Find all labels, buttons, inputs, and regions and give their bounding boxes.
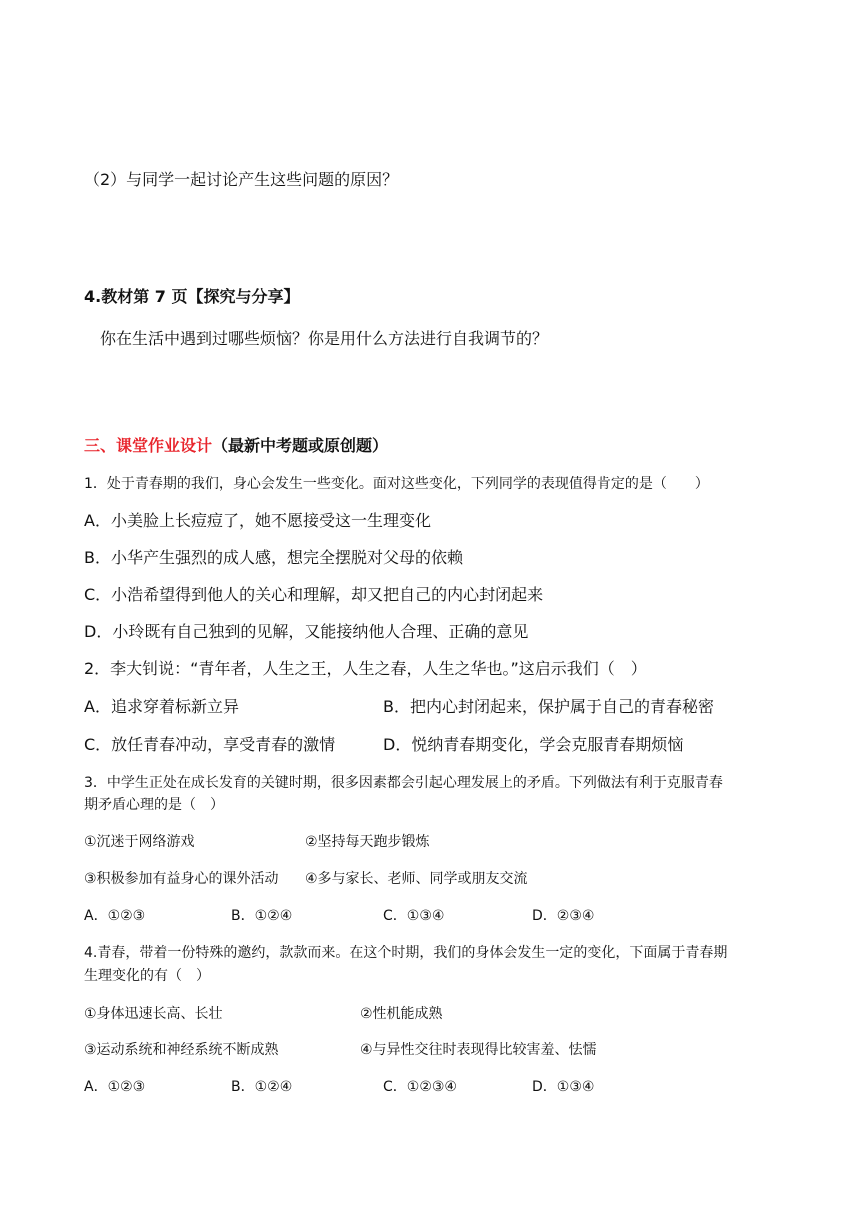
q3-option-d: D．②③④ — [532, 908, 595, 924]
q4-item-4: ④与异性交往时表现得比较害羞、怯懦 — [360, 1042, 597, 1058]
q3-option-b: B．①②④ — [231, 908, 293, 924]
q3-item-3: ③积极参加有益身心的课外活动 — [84, 871, 279, 887]
q2-option-d: D．悦纳青春期变化，学会克服青春期烦恼 — [383, 735, 684, 754]
item4-heading: 4.教材第 7 页【探究与分享】 — [84, 287, 300, 306]
item4-prompt: 你在生活中遇到过哪些烦恼？你是用什么方法进行自我调节的？ — [100, 329, 549, 348]
q1-stem: 1．处于青春期的我们，身心会发生一些变化。面对这些变化，下列同学的表现值得肯定的是（ ） — [84, 476, 709, 492]
q3-stem-line1: 3．中学生正处在成长发育的关键时期，很多因素都会引起心理发展上的矛盾。下列做法有利于克服青春 — [84, 775, 723, 791]
q3-item-4: ④多与家长、老师、同学或朋友交流 — [305, 871, 528, 887]
q4-item-2: ②性机能成熟 — [360, 1006, 443, 1022]
q2-stem: 2．李大钊说：“青年者，人生之王，人生之春，人生之华也。”这启示我们（ ） — [84, 659, 647, 678]
q3-option-a: A．①②③ — [84, 908, 146, 924]
q4-stem-line1: 4.青春，带着一份特殊的邀约，款款而来。在这个时期，我们的身体会发生一定的变化，下面属于青春期 — [84, 945, 728, 961]
section3-title-rest: （最新中考题或原创题） — [212, 436, 389, 455]
q3-item-2: ②坚持每天跑步锻炼 — [305, 834, 430, 850]
q2-option-c: C．放任青春冲动，享受青春的激情 — [84, 735, 336, 754]
section3-title — [84, 436, 388, 455]
q3-stem-line2: 期矛盾心理的是（ ） — [84, 797, 224, 813]
q4-item-3: ③运动系统和神经系统不断成熟 — [84, 1042, 279, 1058]
q4-option-c: C．①②③④ — [383, 1079, 457, 1095]
q4-option-a: A．①②③ — [84, 1079, 146, 1095]
q1-option-d: D．小玲既有自己独到的见解，又能接纳他人合理、正确的意见 — [84, 622, 529, 641]
q4-stem-line2: 生理变化的有（ ） — [84, 968, 210, 984]
q2-option-b: B．把内心封闭起来，保护属于自己的青春秘密 — [383, 697, 714, 716]
q3-item-1: ①沉迷于网络游戏 — [84, 834, 195, 850]
sub-question-2: （2）与同学一起讨论产生这些问题的原因？ — [84, 170, 399, 189]
q1-option-c: C．小浩希望得到他人的关心和理解，却又把自己的内心封闭起来 — [84, 585, 544, 604]
q4-item-1: ①身体迅速长高、长壮 — [84, 1006, 223, 1022]
q4-option-b: B．①②④ — [231, 1079, 293, 1095]
section3-title-red: 三、课堂作业设计 — [84, 436, 213, 455]
q2-option-a: A．追求穿着标新立异 — [84, 697, 239, 716]
q3-option-c: C．①③④ — [383, 908, 445, 924]
q4-option-d: D．①③④ — [532, 1079, 595, 1095]
q1-option-a: A．小美脸上长痘痘了，她不愿接受这一生理变化 — [84, 511, 431, 530]
q1-option-b: B．小华产生强烈的成人感，想完全摆脱对父母的依赖 — [84, 548, 463, 567]
